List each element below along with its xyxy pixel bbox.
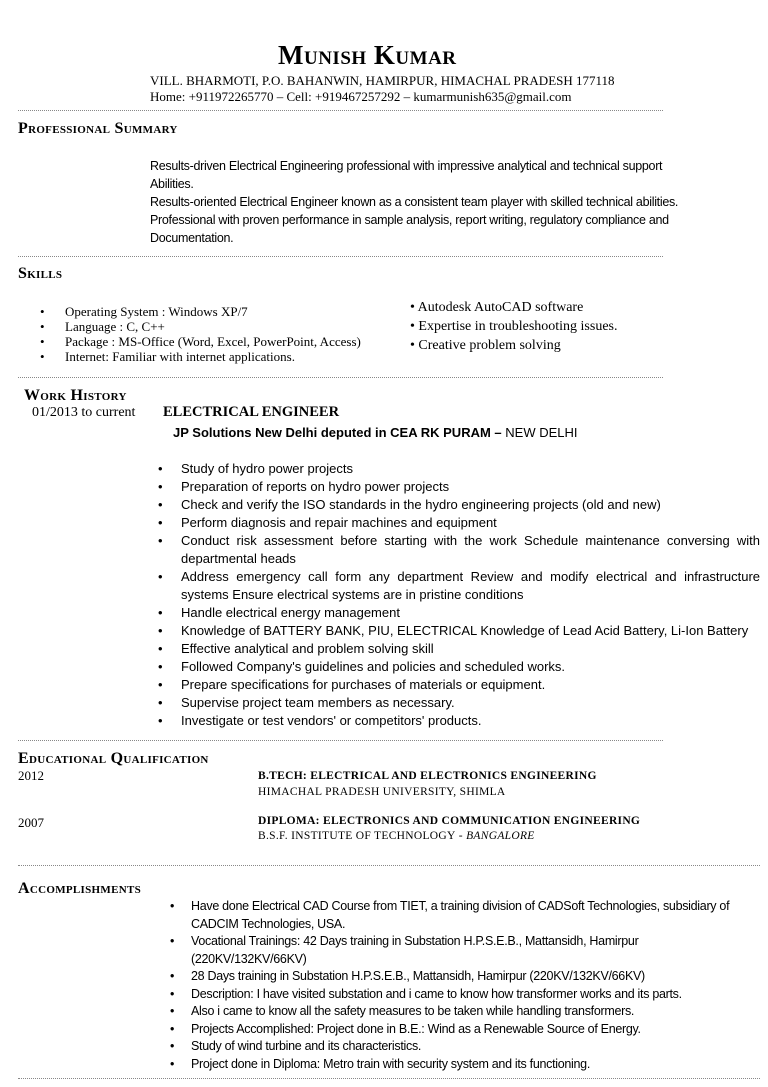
accomplishments-list: [170, 898, 750, 1073]
bullet-icon: •: [158, 569, 163, 584]
list-item: • Effective analytical and problem solving skill: [158, 641, 434, 656]
skill-item: • Language : C, C++: [40, 319, 165, 334]
list-item: • Study of hydro power projects: [158, 461, 353, 476]
bullet-icon: •: [158, 533, 163, 548]
skill-item: • Package : MS-Office (Word, Excel, PowerPoint, Access): [40, 334, 361, 349]
accomplishments-heading: Accomplishments: [18, 880, 142, 897]
summary-heading: Professional Summary: [18, 120, 178, 137]
bullet-icon: •: [158, 461, 163, 476]
work-date: 01/2013 to current: [32, 405, 136, 420]
list-item: • Projects Accomplished: Project done in B.E.: Wind as a Renewable Source of Energy.: [170, 1021, 750, 1039]
employer: JP Solutions New Delhi deputed in CEA RK PURAM – NEW DELHI: [173, 425, 578, 440]
summary-line: Results-oriented Electrical Engineer known as a consistent team player with skilled technical abilities.: [150, 195, 679, 209]
education-degree: DIPLOMA: ELECTRONICS AND COMMUNICATION ENGINEERING: [258, 815, 641, 827]
list-item: • Investigate or test vendors' or competitors' products.: [158, 713, 482, 728]
list-item: • Check and verify the ISO standards in the hydro engineering projects (old and new): [158, 497, 661, 512]
skill-item: • Creative problem solving: [410, 338, 561, 353]
list-item: • Vocational Trainings: 42 Days training in Substation H.P.S.E.B., Mattansidh, Hamirpur (220KV/132KV/66KV): [170, 934, 639, 966]
summary-line: Results-driven Electrical Engineering professional with impressive analytical and technical support: [150, 159, 663, 173]
divider: [18, 377, 663, 378]
bullet-icon: •: [158, 623, 163, 638]
education-degree: B.TECH: ELECTRICAL AND ELECTRONICS ENGINEERING: [258, 770, 597, 782]
bullet-icon: •: [158, 659, 163, 674]
bullet-icon: •: [40, 304, 45, 319]
list-item: • Conduct risk assessment before starting with the work Schedule maintenance conversing with departmental heads: [158, 533, 760, 566]
bullet-icon: •: [170, 934, 175, 948]
skill-item: • Expertise in troubleshooting issues.: [410, 319, 618, 334]
bullet-icon: •: [158, 605, 163, 620]
contact-line: Home: +911972265770 – Cell: +919467257292 – kumarmunish635@gmail.com: [150, 89, 572, 104]
summary-line: Professional with proven performance in sample analysis, report writing, regulatory compliance and: [150, 213, 669, 227]
education-institution: HIMACHAL PRADESH UNIVERSITY, SHIMLA: [258, 786, 506, 798]
divider: [18, 110, 663, 111]
education-year: 2012: [18, 768, 44, 783]
bullet-icon: •: [170, 1004, 175, 1018]
bullet-icon: •: [158, 641, 163, 656]
bullet-icon: •: [40, 334, 45, 349]
divider: [18, 1078, 760, 1079]
skill-item: • Autodesk AutoCAD software: [410, 300, 584, 315]
education-institution: B.S.F. INSTITUTE OF TECHNOLOGY - BANGALORE: [258, 830, 535, 842]
list-item: • Also i came to know all the safety measures to be taken while handling transformers.: [170, 1003, 750, 1021]
list-item: • Study of wind turbine and its characteristics.: [170, 1038, 750, 1056]
list-item: • Preparation of reports on hydro power projects: [158, 479, 450, 494]
job-title: ELECTRICAL ENGINEER: [163, 404, 340, 420]
list-item: • Handle electrical energy management: [158, 605, 400, 620]
bullet-icon: •: [158, 515, 163, 530]
list-item: • Description: I have visited substation and i came to know how transformer works and its parts.: [170, 986, 750, 1004]
bullet-icon: •: [158, 479, 163, 494]
list-item: • Followed Company's guidelines and policies and scheduled works.: [158, 659, 566, 674]
bullet-icon: •: [170, 1021, 175, 1036]
list-item: • Knowledge of BATTERY BANK, PIU, ELECTRICAL Knowledge of Lead Acid Battery, Li-Ion Battery: [158, 623, 749, 638]
bullet-icon: •: [158, 677, 163, 692]
candidate-name: Munish Kumar: [278, 40, 457, 70]
bullet-icon: •: [170, 1056, 175, 1071]
summary-text: [150, 157, 750, 247]
bullet-icon: •: [158, 695, 163, 710]
summary-line: Abilities.: [150, 177, 194, 191]
list-item: • Project done in Diploma: Metro train with security system and its functioning.: [170, 1056, 750, 1074]
bullet-icon: •: [170, 1039, 175, 1053]
bullet-icon: •: [158, 497, 163, 512]
divider: [18, 740, 663, 741]
bullet-icon: •: [170, 969, 175, 983]
skills-heading: Skills: [18, 265, 63, 282]
list-item: • Have done Electrical CAD Course from TIET, a training division of CADSoft Technologies, subsidiary of CADCIM Technologies, USA.: [170, 899, 730, 931]
divider: [18, 256, 663, 257]
address-line: VILL. BHARMOTI, P.O. BAHANWIN, HAMIRPUR, HIMACHAL PRADESH 177118: [150, 73, 615, 88]
list-item: • Supervise project team members as necessary.: [158, 695, 455, 710]
bullet-icon: •: [170, 986, 175, 1001]
bullet-icon: •: [158, 713, 163, 728]
bullet-icon: •: [40, 319, 45, 334]
education-heading: Educational Qualification: [18, 750, 209, 767]
bullet-icon: •: [170, 899, 175, 913]
education-year: 2007: [18, 815, 44, 830]
skill-item: • Internet: Familiar with internet applications.: [40, 349, 295, 364]
skills-list-right: [410, 298, 618, 355]
list-item: • Address emergency call form any department Review and modify electrical and infrastructure systems Ensure electrical systems are in pristine conditions: [158, 569, 760, 602]
list-item: • Perform diagnosis and repair machines and equipment: [158, 515, 497, 530]
work-duties-list: [158, 460, 760, 730]
list-item: • Prepare specifications for purchases of materials or equipment.: [158, 677, 546, 692]
divider: [18, 865, 760, 866]
skill-item: • Operating System : Windows XP/7: [40, 304, 248, 319]
list-item: • 28 Days training in Substation H.P.S.E.B., Mattansidh, Hamirpur (220KV/132KV/66KV): [170, 968, 750, 986]
work-heading: Work History: [24, 387, 127, 404]
summary-line: Documentation.: [150, 231, 234, 245]
bullet-icon: •: [40, 349, 45, 364]
skills-list-left: [40, 304, 361, 364]
